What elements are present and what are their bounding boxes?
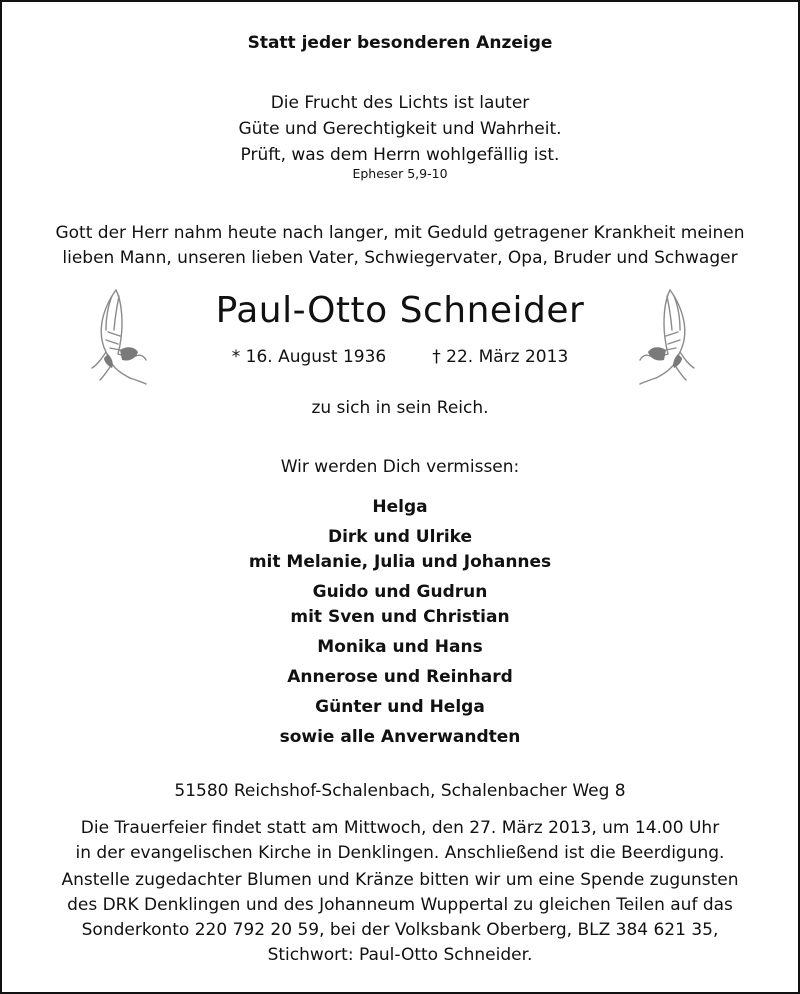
family-group bbox=[2, 495, 798, 520]
donation-line: Sonderkonto 220 792 20 59, bei der Volksbank Oberberg, BLZ 384 621 35, bbox=[81, 920, 719, 940]
intro-text bbox=[22, 221, 778, 271]
family-line: Guido und Gudrun bbox=[312, 582, 488, 602]
verse-line: Die Frucht des Lichts ist lauter bbox=[270, 93, 530, 113]
reich-line: zu sich in sein Reich. bbox=[311, 398, 489, 418]
death-date: † 22. März 2013 bbox=[432, 347, 569, 367]
family-group bbox=[2, 635, 798, 660]
service-info bbox=[12, 816, 788, 866]
family-group bbox=[2, 695, 798, 720]
family-line: Günter und Helga bbox=[315, 697, 485, 717]
donation-line: Stichwort: Paul-Otto Schneider. bbox=[267, 945, 533, 965]
verse-line: Güte und Gerechtigkeit und Wahrheit. bbox=[238, 119, 562, 139]
service-line: in der evangelischen Kirche in Denklingen. Anschließend ist die Beerdigung. bbox=[75, 843, 725, 863]
donation-line: Anstelle zugedachter Blumen und Kränze bitten wir um eine Spende zugunsten bbox=[61, 870, 739, 890]
bible-verse bbox=[2, 90, 798, 168]
birth-date: * 16. August 1936 bbox=[231, 347, 387, 367]
family-group bbox=[2, 580, 798, 630]
family-line: mit Sven und Christian bbox=[290, 607, 510, 627]
family-line: Monika und Hans bbox=[317, 637, 483, 657]
donation-info bbox=[12, 868, 788, 968]
notice-heading: Statt jeder besonderen Anzeige bbox=[247, 33, 553, 53]
deceased-name: Paul-Otto Schneider bbox=[215, 290, 585, 331]
service-line: Die Trauerfeier findet statt am Mittwoch, den 27. März 2013, um 14.00 Uhr bbox=[80, 818, 720, 838]
family-line: Helga bbox=[372, 497, 428, 517]
family-group bbox=[2, 525, 798, 575]
family-line: Dirk und Ulrike bbox=[327, 527, 473, 547]
donation-line: des DRK Denklingen und des Johanneum Wuppertal zu gleichen Teilen auf das bbox=[67, 895, 733, 915]
verse-line: Prüft, was dem Herrn wohlgefällig ist. bbox=[240, 145, 560, 165]
family-line: Annerose und Reinhard bbox=[287, 667, 513, 687]
intro-line: Gott der Herr nahm heute nach langer, mit Geduld getragener Krankheit meinen bbox=[55, 223, 745, 243]
mourners-intro: Wir werden Dich vermissen: bbox=[280, 457, 520, 477]
address: 51580 Reichshof-Schalenbach, Schalenbacher Weg 8 bbox=[174, 781, 626, 801]
family-line: sowie alle Anverwandten bbox=[279, 727, 521, 747]
family-group bbox=[2, 725, 798, 750]
family-group bbox=[2, 665, 798, 690]
intro-line: lieben Mann, unseren lieben Vater, Schwiegervater, Opa, Bruder und Schwager bbox=[62, 248, 738, 268]
family-line: mit Melanie, Julia und Johannes bbox=[248, 552, 552, 572]
family-list bbox=[2, 495, 798, 755]
verse-source: Epheser 5,9-10 bbox=[352, 166, 448, 181]
life-dates bbox=[2, 347, 798, 367]
